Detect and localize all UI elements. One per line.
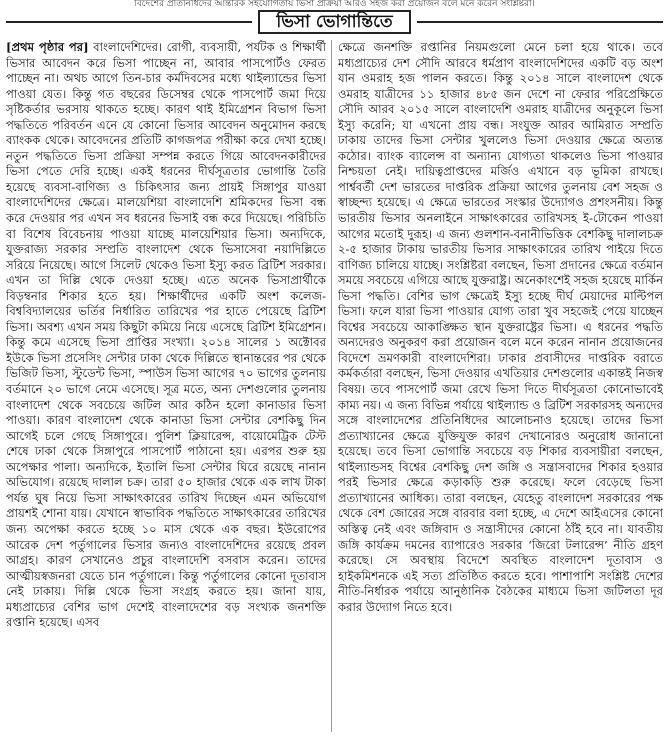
right-column-text: ক্ষেত্রে জনশক্তি রপ্তানির নিয়মগুলো মেনে চলা হয়ে থাকে। তবে মধ্যপ্রাচ্যের দেশ সৌদি আরবে ধর্মপ্রাণ বাংলাদেশিদের একটি বড় অংশ যান ওমরাহ হজ পালন করতে। কিন্তু ২০১৪ সালে বাংলাদেশ থেকে ওমরাহ যাত্রীদের ১১ হাজার ৪৮৫ জন দেশে না ফেরার পরিপ্রেক্ষিতে সৌদি আরব ২০১৫ সালে বাংলাদেশি ওমরাহ যাত্রীদের অনুকূলে ভিসা ইস্যু করেনি; যা এখনো প্রায় বন্ধ। সংযুক্ত আরব আমিরাত সম্প্রতি ঢাকায় তাদের ভিসা সেন্টার খুললেও ভিসা দেওয়ার ক্ষেত্রে অত্যন্ত কঠোর। ব্যাংক ব্যালেন্স বা অন্যান্য যোগ্যতা থাকলেও ভিসা পাওয়ার নিশ্চয়তা নেই। দায়িত্বপ্রাপ্তদের মর্জিও এখানে বড় ভূমিকা রাখছে। পার্শ্ববর্তী দেশ ভারতের দাপ্তরিক প্রক্রিয়া আগের তুলনায় বেশ সহজ ও স্বাচ্ছন্দ্য হয়েছে। এ ক্ষেত্রে ভারতের সংস্কার উদ্যোগও প্রশংসনীয়। কিন্তু ভারতীয় ভিসার অনলাইনে সাক্ষাৎকারের তারিখসহ ই-টোকেন পাওয়া আগের মতোই দুরূহ। এ জন্য গুলশান-বনানীভিত্তিক বেশকিছু দালালচক্র ২-৫ হাজার টাকায় ভারতীয় ভিসার সাক্ষাৎকারের তারিখ পাইয়ে দিতে বাণিজ্য চালিয়ে যাচ্ছে। সংশ্লিষ্টরা বলছেন, ভিসা প্রদানের ক্ষেত্রে বর্তমান সময়ে সবচেয়ে এগিয়ে আছে যুক্তরাষ্ট্র। অনেকাংশেই সহজ হয়েছে মার্কিন ভিসা পদ্ধতি। বেশির ভাগ ক্ষেত্রেই ইস্যু হচ্ছে দীর্ঘ মেয়াদের মাল্টিপল ভিসা। ফলে যারা ভিসা পাওয়ার যোগ্য তারা খুব সহজেই পেয়ে যাচ্ছেন বিশ্বের সবচেয়ে আকাঙ্ক্ষিত স্থান যুক্তরাষ্ট্রের ভিসা। এ ধরনের পদ্ধতি অন্যদেরও অনুকরণ করা প্রয়োজন বলে মনে করেন নানান প্রয়োজনের বিদেশে ভ্রমণকারী বাংলাদেশিরা। ঢাকার প্রবাসীদের দাপ্তরিক বরাতে কর্মকর্তারা বলছেন, ভিসা দেওয়ার এখতিয়ার দেশগুলোর একান্তই নিজস্ব বিষয়। তবে পাসপোর্ট জমা রেখে ভিসা দিতে দীর্ঘসূত্রতা কোনোভাবেই কাম্য নয়। এ জন্য বিভিন্ন পর্যায়ে থাইল্যান্ড ও ব্রিটিশ সরকারসহ অন্যদের সঙ্গে বাংলাদেশের প্রতিনিধিদের আলোচনাও হয়েছে। তাদের ভিসা প্রত্যাখ্যানের ক্ষেত্রে যুক্তিযুক্ত কারণ দেখানোরও অনুরোধ জানানো হয়েছে। তবে ভিসা ভোগান্তি সবচেয়ে বড় শিকার ব্যবসায়ীরা বলছেন, থাইল্যান্ডসহ বিশ্বের বেশকিছু দেশ জঙ্গি ও সন্ত্রাসবাদের শিকার হওয়ার পরই ভিসার ক্ষেত্রে কড়াকড়ি শুরু করেছে। ফলে বেড়েছে ভিসা প্রত্যাখ্যানের আধিক্য। তারা বলছেন, যেহেতু বাংলাদেশ সরকারের পক্ষ থেকে বেশ জোরের সঙ্গে বারবার বলা হচ্ছে, এ দেশে আইএসের কোনো অস্তিত্ব নেই এবং জঙ্গিবাদ ও সন্ত্রাসীদের কোনো ঠাঁই হবে না। যাবতীয় জঙ্গি কার্যক্রম দমনের ব্যাপারেও সরকার ‘জিরো টলারেন্স’ নীতি গ্রহণ করেছে। সে অবস্থায় বিদেশে অবস্থিত বাংলাদেশ দূতাবাস ও হাইকমিশনকে এই সত্য প্রতিষ্ঠিত করতে হবে। পাশাপাশি সংশ্লিষ্ট দেশের নীতি-নির্ধারক পর্যায়ে আনুষ্ঠানিক বৈঠকের মাধ্যমে ভিসা জটিলতা দূর করার উদ্যোগ নিতে হবে।: [338, 40, 663, 614]
article-headline: ভিসা ভোগান্তিতে: [258, 10, 410, 34]
previous-column-fragment: বিদেশের প্রতিনিধিদের আন্তরিক সহযোগিতায় ভিসা প্রক্রিয়া আরও সহজ করা প্রয়োজন বলে মনে করেন সংশ্লিষ্টরা।: [134, 0, 535, 9]
left-column-text: বাংলাদেশিদের। রোগী, ব্যবসায়ী, পর্যটক ও শিক্ষার্থী ভিসার আবেদন করে ভিসা পাচ্ছেন না, আবার পাসপোর্টও ফেরত পাচ্ছেন না। অথচ আগে তিন-চার কর্মদিবসের মধ্যে থাইল্যান্ডের ভিসা পাওয়া যেত। কিন্তু গত বছরের ডিসেম্বর থেকে পাসপোর্ট জমা দিয়ে সৃষ্টিকর্তার ভরসায় থাকতে হচ্ছে। কারণ থাই ইমিগ্রেশন বিভাগ ভিসা পদ্ধতিতে পরিবর্তন এনে যে কোনো ভিসার আবেদন অনুমোদন করছে ব্যাংকক থেকে। আবেদনের প্রতিটি কাগজপত্র পরীক্ষা করে দেখা হচ্ছে। নতুন পদ্ধতিতে ভিসা প্রক্রিয়া সম্পন্ন করতে গিয়ে আবেদনকারীদের ভিসা পেতে দেরি হচ্ছে। একই ধরনের দীর্ঘসূত্রতার ভোগান্তি তৈরি হয়েছে ব্যবসা-বাণিজ্য ও চিকিৎসার জন্য প্রায়ই সিঙ্গাপুর যাওয়া বাংলাদেশিদের ক্ষেত্রে। মালয়েশিয়া বাংলাদেশি শ্রমিকদের ভিসা বন্ধ করে দেওয়ার পর এখন সব ধরনের ভিসাই বন্ধ করে দিয়েছে। পরিচিতি বা বিশেষ বিবেচনায় পাওয়া যাচ্ছে মালয়েশিয়ার ভিসা। অন্যদিকে, যুক্তরাজ্য সরকার সম্প্রতি বাংলাদেশ থেকে ভিসাসেবা নয়াদিল্লিতে সরিয়ে নিয়েছে। আগে সিলেট থেকেও ভিসা ইস্যু করত ব্রিটিশ সরকার। এখন তা দিল্লি থেকে দেওয়া হচ্ছে। এতে অনেক ভিসাপ্রার্থীকে বিড়ম্বনার শিকার হতে হয়। শিক্ষার্থীদের একটি অংশ কলেজ-বিশ্ববিদ্যালয়ের ভর্তির নির্ধারিত তারিখের পর হাতে পেয়েছে ব্রিটিশ ভিসা। অবশ্য এখন সময় কিছুটা কমিয়ে নিয়ে এসেছে ব্রিটিশ ইমিগ্রেশন। কিন্তু কমে এসেছে ভিসা প্রাপ্তির সংখ্যা। ২০১৪ সালের ১ অক্টোবর ইউকে ভিসা প্রসেসিং সেন্টার ঢাকা থেকে দিল্লিতে স্থানান্তরের পর থেকে ভিজিট ভিসা, স্টুডেন্ট ভিসা, স্পাউস ভিসা আগের ৭০ ভাগের তুলনায় বর্তমানে ২০ ভাগে নেমে এসেছে। সূত্র মতে, অন্য দেশগুলোর তুলনায় বাংলাদেশ থেকে সবচেয়ে জটিল আর কঠিন হলো কানাডার ভিসা পাওয়া। কারণ বাংলাদেশ থেকে কানাডা ভিসা সেন্টার বেশকিছু দিন আগেই চলে গেছে সিঙ্গাপুরে। পুলিশ ক্লিয়ারেন্স, বায়োমেট্রিক টেস্ট শেষে ঢাকা থেকে সিঙ্গাপুরে পাসপোর্ট পাঠানো হয়। এরপর শুরু হয় অপেক্ষার পালা। অন্যদিকে, ইতালি ভিসা সেন্টার ঘিরে রয়েছে নানান অভিযোগ। রয়েছে দালাল চক্র। তারা ৫০ হাজার থেকে এক লাখ টাকা পর্যন্ত ঘুষ নিয়ে ভিসা সাক্ষাৎকারের তারিখ দিচ্ছেন এমন অভিযোগ প্রায়শই শোনা যায়। যেখানে স্বাভাবিক পদ্ধতিতে সাক্ষাৎকারের তারিখের জন্য অপেক্ষা করতে হচ্ছে ১০ মাস থেকে এক বছর। ইউরোপের আরেক দেশ পর্তুগালের ভিসার জন্যও বাংলাদেশিদের রয়েছে প্রবল আগ্রহ। কারণ সেখানেও প্রচুর বাংলাদেশি বসবাস করেন। তাদের আত্মীয়স্বজনরা যেতে চান পর্তুগালে। কিন্তু পর্তুগালের কোনো দূতাবাস নেই ঢাকায়। দিল্লি থেকে ভিসা সংগ্রহ করতে হয়। জানা যায়, মধ্যপ্রাচ্যের বেশির ভাগ দেশেই বাংলাদেশের বড় সংখ্যক জনশক্তি রপ্তানি হয়েছে। এসব: [6, 40, 326, 630]
article-headline-bar: [0, 10, 669, 34]
right-text-column: [338, 40, 663, 734]
column-divider: [331, 40, 332, 732]
continuation-marker: [প্রথম পৃষ্ঠার পর]: [6, 40, 89, 54]
left-text-column: [6, 40, 326, 734]
left-column-paragraph: [6, 40, 326, 631]
